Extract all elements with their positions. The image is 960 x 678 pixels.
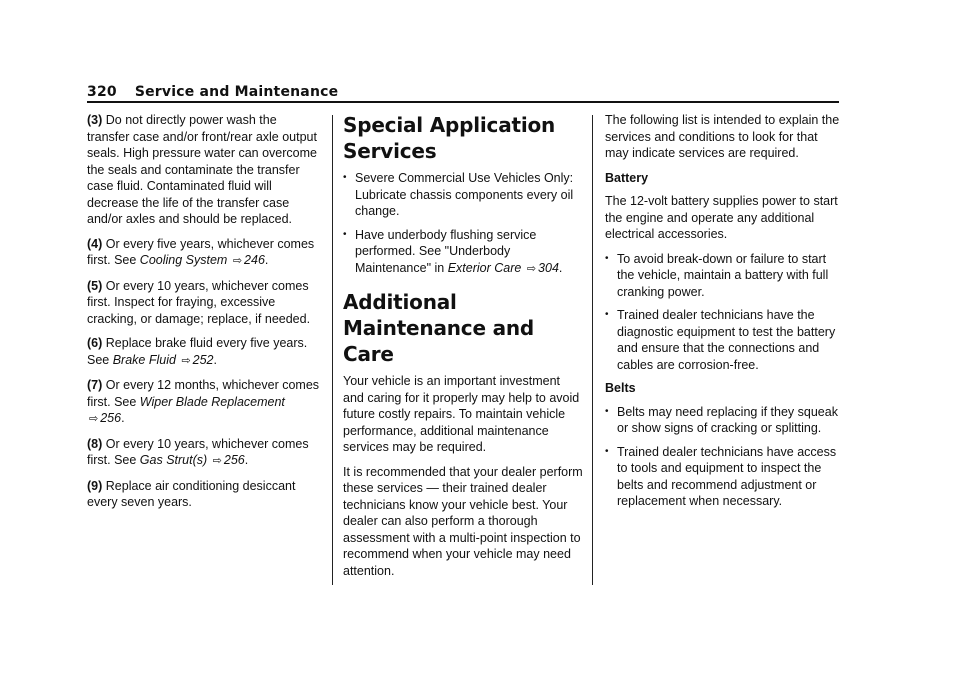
page-ref-arrow-icon: ⇨ — [526, 262, 537, 275]
cross-reference-link[interactable]: Cooling System — [139, 253, 228, 267]
page-reference[interactable]: 246 — [244, 253, 265, 267]
footnote-text: Or every 12 months, whichever comes first. See — [87, 378, 320, 409]
column-divider — [332, 115, 333, 585]
page-ref-arrow-icon: ⇨ — [89, 413, 99, 425]
footnote-tail: . — [264, 253, 269, 267]
bullet-text-body: Have underbody flushing service performed. See "Underbody Maintenance" in — [355, 227, 537, 275]
bullet-text: Trained dealer technicians have the diagnostic equipment to test the battery and ensure that the connections and cables are corrosion-free. — [617, 308, 836, 372]
bullet-tail: . — [558, 260, 563, 275]
bullet-text: To avoid break-down or failure to start the vehicle, maintain a battery with full cranking power. — [617, 251, 829, 299]
footnote-number: (4) — [87, 236, 103, 251]
footnote-9 — [87, 478, 322, 511]
special-application-heading: Special Application Services — [343, 113, 556, 163]
paragraph: Your vehicle is an important investment and caring for it properly may help to avoid future costly repairs. To maintain vehicle performance, additional maintenance services may be required. — [343, 374, 580, 454]
footnote-5 — [87, 278, 322, 328]
footnote-number: (7) — [87, 378, 103, 392]
list-item — [343, 227, 583, 278]
footnote-text: Or every five years, whichever comes first. See — [87, 236, 315, 267]
footnote-number: (9) — [87, 478, 103, 493]
footnote-7 — [87, 377, 322, 428]
column-divider — [592, 115, 593, 585]
footnote-text: Or every 10 years, whichever comes first. Inspect for fraying, excessive cracking, or damage; replace, if needed. — [87, 278, 311, 326]
bullet-text: Severe Commercial Use Vehicles Only: Lubricate chassis components every oil change. — [355, 171, 574, 218]
list-item — [605, 404, 840, 437]
battery-heading: Battery — [605, 170, 649, 185]
intro-paragraph: The following list is intended to explain the services and conditions to look for that may indicate services are required. — [605, 113, 840, 160]
page-reference[interactable]: 256 — [100, 411, 122, 425]
bullet-icon: • — [343, 228, 347, 240]
list-item — [605, 251, 840, 301]
bullet-text: Trained dealer technicians have access to tools and equipment to inspect the belts and recommend adjustment or replacement when necessary. — [617, 444, 837, 508]
footnote-text: Do not directly power wash the transfer case and/or front/rear axle output seals. High pressure water can overcome the seals and contaminate the transfer case fluid. Contaminated fluid will decrease the life of the transfer case and/or axles and should be replaced. — [87, 113, 317, 226]
bullet-text: Belts may need replacing if they squeak or show signs of cracking or splitting. — [617, 404, 838, 435]
footnote-3 — [87, 112, 322, 228]
footnote-tail: . — [213, 352, 217, 367]
footnote-8 — [87, 436, 322, 470]
bullet-icon: • — [605, 252, 609, 264]
page-reference[interactable]: 304 — [538, 260, 559, 275]
cross-reference-link[interactable]: Brake Fluid — [112, 352, 176, 367]
footnote-number: (8) — [87, 436, 103, 451]
page-header — [87, 84, 338, 100]
right-column — [605, 112, 840, 517]
list-item — [605, 307, 840, 373]
bullet-icon: • — [605, 445, 609, 457]
footnote-number: (5) — [87, 278, 103, 293]
header-rule — [87, 101, 839, 103]
footnotes-column — [87, 112, 322, 519]
page-ref-arrow-icon: ⇨ — [181, 354, 191, 367]
section-title: Service and Maintenance — [134, 84, 339, 100]
footnote-text: Replace air conditioning desiccant every seven years. — [87, 478, 296, 509]
additional-maintenance-heading: Additional Maintenance and Care — [343, 290, 535, 366]
page-reference[interactable]: 252 — [192, 352, 214, 367]
bullet-icon: • — [343, 172, 347, 183]
battery-paragraph: The 12-volt battery supplies power to start the engine and operate any additional electrical accessories. — [605, 194, 838, 241]
paragraph: It is recommended that your dealer perform these services — their trained dealer technicians know your vehicle best. Your dealer can also perform a thorough assessment with a multi-point inspection to recommend when your vehicle may need attention. — [343, 464, 583, 578]
bullet-icon: • — [605, 309, 609, 320]
page-number: 320 — [87, 84, 117, 100]
belts-heading: Belts — [605, 381, 636, 395]
cross-reference-link[interactable]: Wiper Blade Replacement — [139, 394, 285, 409]
page-ref-arrow-icon: ⇨ — [212, 455, 222, 467]
bullet-text — [355, 227, 583, 278]
footnote-tail: . — [121, 411, 125, 425]
footnote-6 — [87, 335, 322, 369]
page-reference[interactable]: 256 — [223, 453, 245, 467]
footnote-number: (3) — [87, 113, 103, 127]
footnote-text: Replace brake fluid every five years. See — [87, 336, 308, 367]
page-ref-arrow-icon: ⇨ — [232, 255, 243, 267]
footnote-tail: . — [244, 453, 249, 467]
footnote-4 — [87, 236, 322, 270]
footnote-text: Or every 10 years, whichever comes first. See — [87, 436, 309, 467]
cross-reference-link[interactable]: Gas Strut(s) — [139, 453, 208, 467]
list-item — [605, 444, 840, 510]
footnote-number: (6) — [87, 336, 103, 350]
list-item — [343, 170, 583, 220]
middle-column — [343, 112, 583, 587]
cross-reference-link[interactable]: Exterior Care — [447, 260, 522, 275]
bullet-icon: • — [605, 405, 609, 417]
